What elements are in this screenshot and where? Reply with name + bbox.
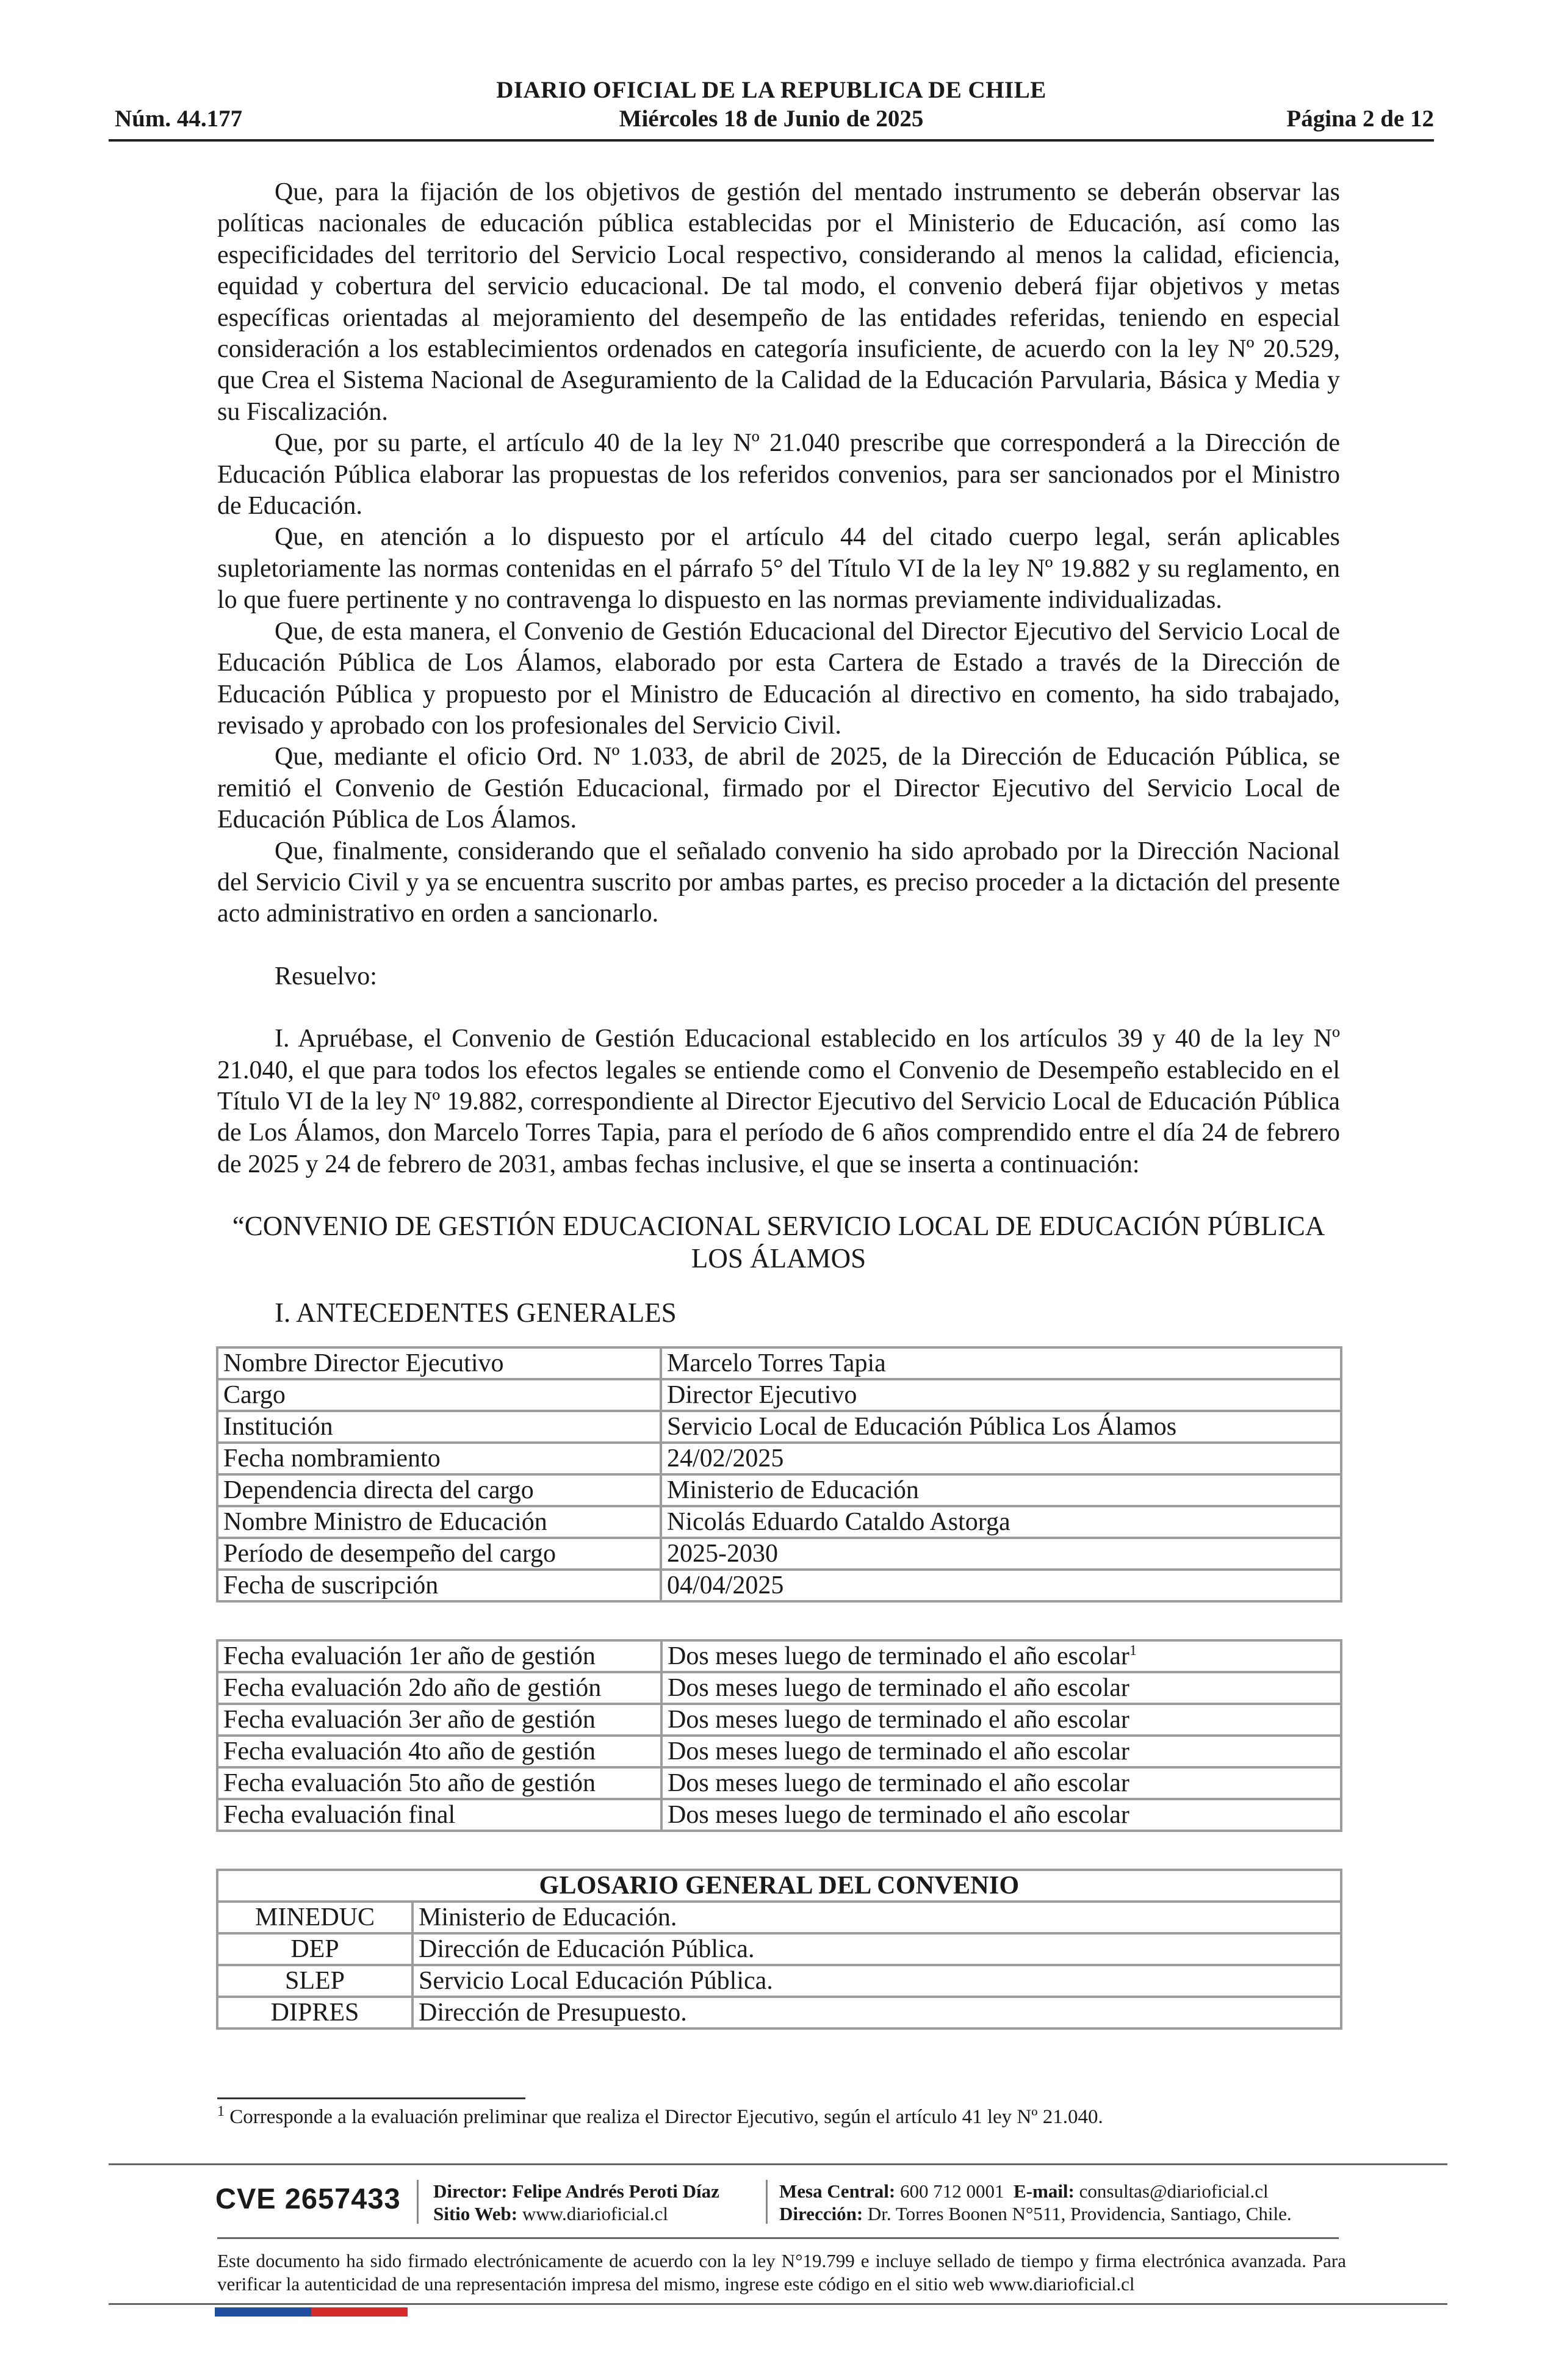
table-row bbox=[217, 1570, 1341, 1601]
publication-title: DIARIO OFICIAL DE LA REPUBLICA DE CHILE bbox=[496, 77, 1046, 103]
footer-divider-top bbox=[109, 2163, 1447, 2165]
flag-bar bbox=[215, 2307, 408, 2317]
glossary-meaning: Dirección de Presupuesto. bbox=[412, 1997, 1341, 2028]
row-label: Fecha de suscripción bbox=[217, 1570, 661, 1601]
resolution-paragraph: I. Apruébase, el Convenio de Gestión Educacional establecido en los artículos 39 y 40 de la ley Nº 21.040, el que para todos los efectos legales se entiende como el Convenio de Desempeño establecido en el Título VI de la ley Nº 19.882, correspondiente al Director Ejecutivo del Servicio Local de Educación Pública de Los Álamos, don Marcelo Torres Tapia, para el período de 6 años comprendido entre el día 24 de febrero de 2025 y 24 de febrero de 2031, ambas fechas inclusive, el que se inserta a continuación: bbox=[217, 1025, 1340, 1178]
legal-notice: Este documento ha sido firmado electrónicamente de acuerdo con la ley N°19.799 e incluye sellado de tiempo y firma electrónica avanzada. Para verificar la autenticidad de una representación impresa del mismo, ingrese este código en el sitio web www.diarioficial.cl bbox=[217, 2250, 1346, 2295]
footnote-marker: 1 bbox=[217, 2104, 225, 2119]
row-label: Fecha evaluación final bbox=[217, 1799, 661, 1831]
row-value: Ministerio de Educación bbox=[661, 1474, 1341, 1506]
footnote-ref: 1 bbox=[1129, 1642, 1137, 1659]
footnote-text: Corresponde a la evaluación preliminar que realiza el Director Ejecutivo, según el artículo 41 ley Nº 21.040. bbox=[229, 2106, 1103, 2128]
value-text: Dos meses luego de terminado el año escolar bbox=[668, 1642, 1129, 1670]
row-value: Dos meses luego de terminado el año escolar bbox=[661, 1672, 1341, 1704]
row-label: Fecha evaluación 1er año de gestión bbox=[217, 1640, 661, 1672]
header-row bbox=[109, 105, 1434, 135]
table-row bbox=[217, 1640, 1341, 1672]
row-value: Marcelo Torres Tapia bbox=[661, 1347, 1341, 1379]
row-value: 04/04/2025 bbox=[661, 1570, 1341, 1601]
row-label: Fecha evaluación 4to año de gestión bbox=[217, 1736, 661, 1767]
contact-info bbox=[779, 2180, 1292, 2225]
footer-separator bbox=[417, 2180, 419, 2224]
footnote bbox=[217, 2105, 1103, 2129]
flag-red-segment bbox=[311, 2307, 408, 2317]
table-row bbox=[217, 1767, 1341, 1799]
table-row bbox=[217, 1538, 1341, 1570]
footer-divider-middle bbox=[217, 2237, 1339, 2239]
footer-divider-bottom bbox=[109, 2303, 1447, 2305]
row-label: Fecha evaluación 3er año de gestión bbox=[217, 1704, 661, 1736]
cve-code: CVE 2657433 bbox=[215, 2182, 401, 2215]
table-row bbox=[217, 1379, 1341, 1411]
table-row bbox=[217, 1672, 1341, 1704]
convenio-title: “CONVENIO DE GESTIÓN EDUCACIONAL SERVICIO LOCAL DE EDUCACIÓN PÚBLICA LOS ÁLAMOS bbox=[232, 1211, 1325, 1274]
table-row bbox=[217, 1997, 1341, 2028]
table-row bbox=[217, 1736, 1341, 1767]
footer-separator bbox=[766, 2180, 768, 2224]
site-label: Sitio Web: bbox=[433, 2203, 518, 2224]
evaluation-table bbox=[216, 1639, 1342, 1832]
row-label: Cargo bbox=[217, 1379, 661, 1411]
row-label: Nombre Director Ejecutivo bbox=[217, 1347, 661, 1379]
glossary-abbr: DEP bbox=[217, 1933, 412, 1965]
page-indicator: Página 2 de 12 bbox=[1286, 106, 1434, 132]
row-label: Institución bbox=[217, 1411, 661, 1443]
director-info bbox=[433, 2180, 719, 2225]
resuelvo-heading: Resuelvo: bbox=[275, 962, 377, 990]
row-label: Nombre Ministro de Educación bbox=[217, 1506, 661, 1538]
paragraph: Que, finalmente, considerando que el señalado convenio ha sido aprobado por la Dirección Nacional del Servicio Civil y ya se encuentra suscrito por ambas partes, es preciso proceder a la dictación del presente acto administrativo en orden a sancionarlo. bbox=[217, 837, 1340, 928]
row-value: Dos meses luego de terminado el año escolar bbox=[661, 1736, 1341, 1767]
row-label: Fecha evaluación 5to año de gestión bbox=[217, 1767, 661, 1799]
glossary-meaning: Servicio Local Educación Pública. bbox=[412, 1965, 1341, 1997]
paragraph: Que, por su parte, el artículo 40 de la ley Nº 21.040 prescribe que corresponderá a la Dirección de Educación Pública elaborar las propuestas de los referidos convenios, para ser sancionados por el Ministro de Educación. bbox=[217, 429, 1340, 521]
site-link[interactable]: www.diarioficial.cl bbox=[522, 2203, 668, 2224]
glossary-abbr: MINEDUC bbox=[217, 1902, 412, 1933]
row-value: Dos meses luego de terminado el año escolar bbox=[661, 1704, 1341, 1736]
mesa-phone: 600 712 0001 bbox=[900, 2180, 1004, 2202]
row-label: Período de desempeño del cargo bbox=[217, 1538, 661, 1570]
issue-number: Núm. 44.177 bbox=[115, 106, 243, 132]
email-label: E-mail: bbox=[1014, 2180, 1075, 2202]
table-row bbox=[217, 1347, 1341, 1379]
flag-blue-segment bbox=[215, 2307, 311, 2317]
glossary-abbr: DIPRES bbox=[217, 1997, 412, 2028]
glossary-heading: GLOSARIO GENERAL DEL CONVENIO bbox=[217, 1870, 1341, 1902]
glossary-table bbox=[216, 1869, 1342, 2030]
table-row bbox=[217, 1965, 1341, 1997]
table-row bbox=[217, 1902, 1341, 1933]
page-header bbox=[109, 76, 1434, 145]
row-value: Dos meses luego de terminado el año escolar bbox=[661, 1799, 1341, 1831]
document-body bbox=[217, 177, 1340, 2030]
row-label: Fecha evaluación 2do año de gestión bbox=[217, 1672, 661, 1704]
paragraph: Que, para la fijación de los objetivos de gestión del mentado instrumento se deberán observar las políticas nacionales de educación pública establecidas por el Ministerio de Educación, así como las especificidades del territorio del Servicio Local respectivo, considerando al menos la calidad, eficiencia, equidad y cobertura del servicio educacional. De tal modo, el convenio deberá fijar objetivos y metas específicas orientadas al mejoramiento del desempeño de las entidades referidas, teniendo en especial consideración a los establecimientos ordenados en categoría insuficiente, de acuerdo con la ley Nº 20.529, que Crea el Sistema Nacional de Aseguramiento de la Calidad de la Educación Parvularia, Básica y Media y su Fiscalización. bbox=[217, 178, 1340, 426]
row-value: Nicolás Eduardo Cataldo Astorga bbox=[661, 1506, 1341, 1538]
antecedentes-heading: I. ANTECEDENTES GENERALES bbox=[275, 1297, 677, 1329]
footnote-divider bbox=[217, 2097, 525, 2099]
row-value bbox=[661, 1640, 1341, 1672]
glossary-abbr: SLEP bbox=[217, 1965, 412, 1997]
row-value: Dos meses luego de terminado el año escolar bbox=[661, 1767, 1341, 1799]
paragraph: Que, mediante el oficio Ord. Nº 1.033, de abril de 2025, de la Dirección de Educación Pública, se remitió el Convenio de Gestión Educacional, firmado por el Director Ejecutivo del Servicio Local de Educación Pública de Los Álamos. bbox=[217, 743, 1340, 834]
row-label: Fecha nombramiento bbox=[217, 1443, 661, 1474]
row-value: Servicio Local de Educación Pública Los Álamos bbox=[661, 1411, 1341, 1443]
paragraph: Que, de esta manera, el Convenio de Gestión Educacional del Director Ejecutivo del Servicio Local de Educación Pública de Los Álamos, elaborado por esta Cartera de Estado a través de la Dirección de Educación Pública y propuesto por el Ministro de Educación al directivo en comento, ha sido trabajado, revisado y aprobado con los profesionales del Servicio Civil. bbox=[217, 617, 1340, 740]
table-row bbox=[217, 1474, 1341, 1506]
table-row bbox=[217, 1506, 1341, 1538]
row-label: Dependencia directa del cargo bbox=[217, 1474, 661, 1506]
issue-date: Miércoles 18 de Junio de 2025 bbox=[619, 106, 924, 132]
table-row bbox=[217, 1704, 1341, 1736]
header-divider bbox=[109, 139, 1434, 142]
table-row bbox=[217, 1933, 1341, 1965]
row-value: 2025-2030 bbox=[661, 1538, 1341, 1570]
address-label: Dirección: bbox=[779, 2203, 863, 2224]
table-row bbox=[217, 1799, 1341, 1831]
glossary-header-row bbox=[217, 1870, 1341, 1902]
director-name: Felipe Andrés Peroti Díaz bbox=[512, 2180, 719, 2202]
row-value: 24/02/2025 bbox=[661, 1443, 1341, 1474]
address-text: Dr. Torres Boonen N°511, Providencia, Santiago, Chile. bbox=[867, 2203, 1292, 2224]
mesa-label: Mesa Central: bbox=[779, 2180, 896, 2202]
glossary-meaning: Ministerio de Educación. bbox=[412, 1902, 1341, 1933]
row-value: Director Ejecutivo bbox=[661, 1379, 1341, 1411]
email-link[interactable]: consultas@diarioficial.cl bbox=[1079, 2180, 1269, 2202]
table-row bbox=[217, 1411, 1341, 1443]
table-row bbox=[217, 1443, 1341, 1474]
antecedentes-table bbox=[216, 1346, 1342, 1603]
glossary-meaning: Dirección de Educación Pública. bbox=[412, 1933, 1341, 1965]
director-label: Director: bbox=[433, 2180, 508, 2202]
paragraph: Que, en atención a lo dispuesto por el artículo 44 del citado cuerpo legal, serán aplicables supletoriamente las normas contenidas en el párrafo 5° del Título VI de la ley Nº 19.882 y su reglamento, en lo que fuere pertinente y no contravenga lo dispuesto en las normas previamente individualizadas. bbox=[217, 523, 1340, 615]
